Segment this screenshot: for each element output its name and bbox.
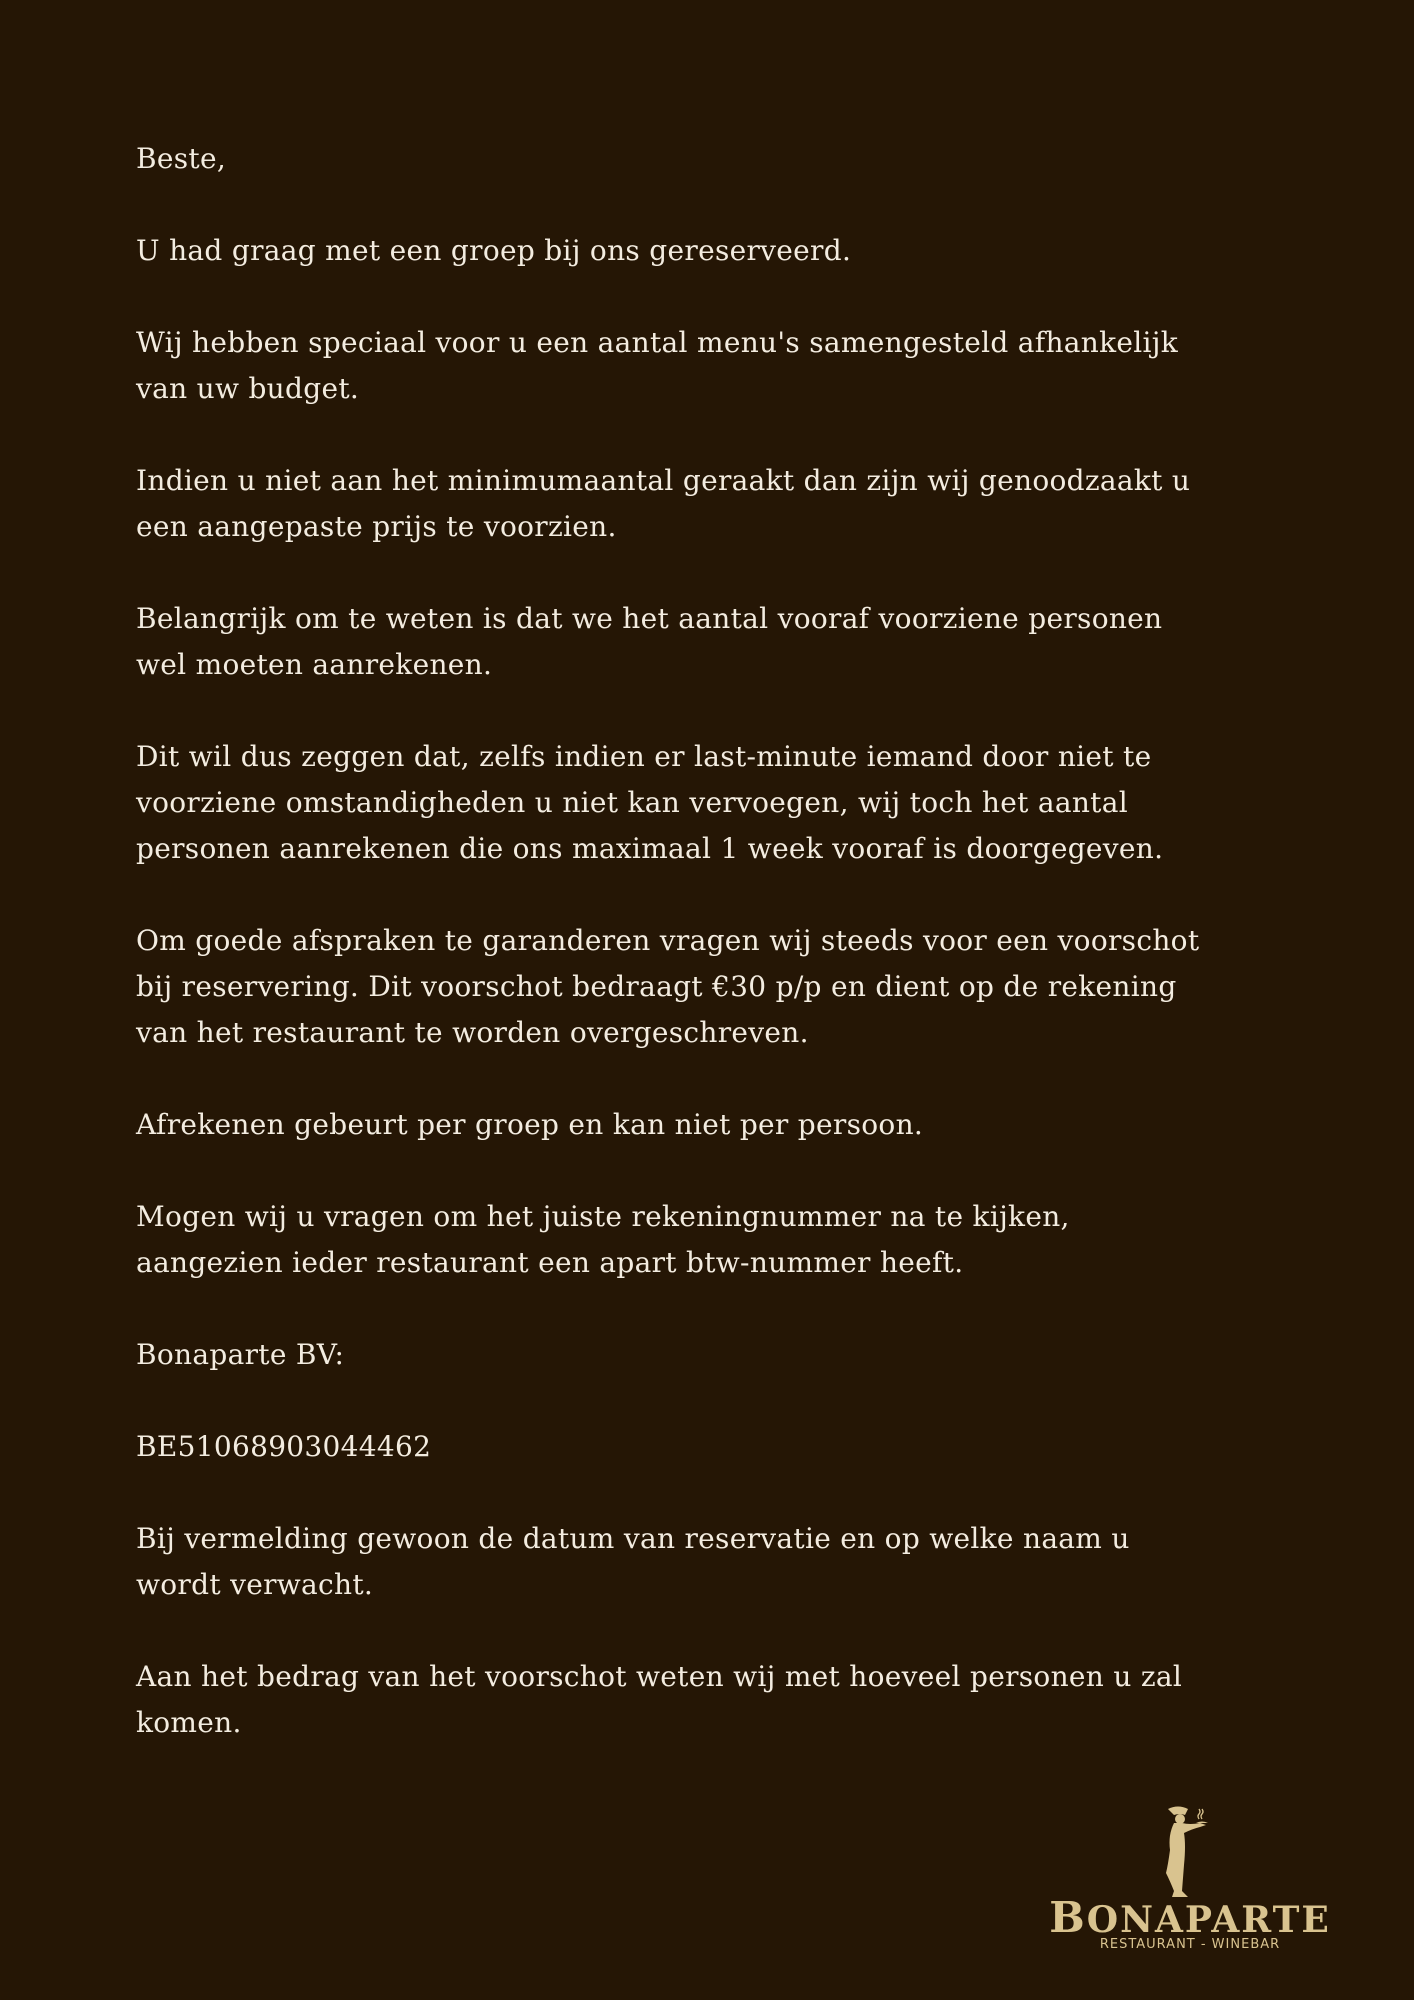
paragraph [136, 458, 1199, 550]
paragraph [136, 734, 1199, 872]
text-line: wordt verwacht. [136, 1568, 374, 1601]
text-line: Bij vermelding gewoon de datum van reservatie en op welke naam u [136, 1522, 1130, 1555]
text-line: U had graag met een groep bij ons gereserveerd. [136, 234, 852, 267]
text-line: Om goede afspraken te garanderen vragen wij steeds voor een voorschot [136, 924, 1200, 957]
brand-rest: ONAPARTE [1086, 1899, 1331, 1941]
text-line: een aangepaste prijs te voorzien. [136, 510, 617, 543]
text-line: komen. [136, 1706, 242, 1739]
brand-tagline: RESTAURANT - WINEBAR [1099, 1937, 1281, 1952]
bonaparte-logo [1025, 1805, 1355, 1955]
text-line: Bonaparte BV: [136, 1338, 345, 1371]
paragraph [136, 320, 1199, 412]
paragraph [136, 1654, 1199, 1746]
paragraph [136, 1332, 1199, 1378]
paragraph [136, 1102, 1199, 1148]
paragraph [136, 596, 1199, 688]
text-line: van uw budget. [136, 372, 360, 405]
paragraph [136, 1516, 1199, 1608]
paragraph [136, 1194, 1199, 1286]
paragraph [136, 228, 1199, 274]
text-line: Afrekenen gebeurt per groep en kan niet per persoon. [136, 1108, 924, 1141]
text-line: personen aanrekenen die ons maximaal 1 week vooraf is doorgegeven. [136, 832, 1164, 865]
text-line: Beste, [136, 142, 227, 175]
text-line: Indien u niet aan het minimumaantal geraakt dan zijn wij genoodzaakt u [136, 464, 1191, 497]
text-line: Aan het bedrag van het voorschot weten wij met hoeveel personen u zal [136, 1660, 1183, 1693]
text-line: Belangrijk om te weten is dat we het aantal vooraf voorziene personen [136, 602, 1163, 635]
text-line: voorziene omstandigheden u niet kan vervoegen, wij toch het aantal [136, 786, 1128, 819]
brand-name [1025, 1893, 1355, 1942]
text-line: wel moeten aanrekenen. [136, 648, 493, 681]
brand-initial: B [1049, 1893, 1087, 1942]
text-line: Wij hebben speciaal voor u een aantal menu's samengesteld afhankelijk [136, 326, 1179, 359]
paragraph [136, 136, 1199, 182]
text-line: van het restaurant te worden overgeschreven. [136, 1016, 809, 1049]
letter-body [136, 136, 1199, 1792]
waiter-silhouette-icon [1160, 1805, 1220, 1900]
paragraph [136, 1424, 1199, 1470]
text-line: Mogen wij u vragen om het juiste rekeningnummer na te kijken, [136, 1200, 1070, 1233]
text-line: BE51068903044462 [136, 1430, 432, 1463]
text-line: Dit wil dus zeggen dat, zelfs indien er last-minute iemand door niet te [136, 740, 1152, 773]
text-line: bij reservering. Dit voorschot bedraagt €30 p/p en dient op de rekening [136, 970, 1177, 1003]
paragraph [136, 918, 1199, 1056]
text-line: aangezien ieder restaurant een apart btw-nummer heeft. [136, 1246, 964, 1279]
